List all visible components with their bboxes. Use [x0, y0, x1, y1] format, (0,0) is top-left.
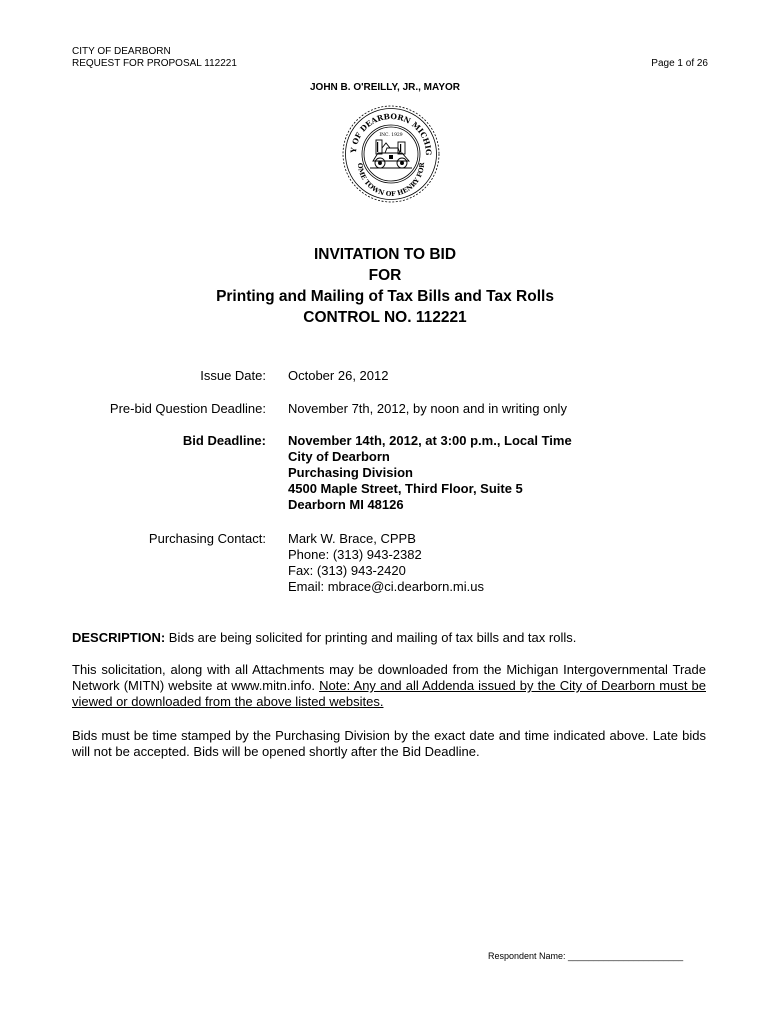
contact-line: Fax: (313) 943-2420 — [288, 563, 406, 578]
header-city: CITY OF DEARBORN — [72, 46, 171, 57]
purchasing-contact-value — [288, 531, 484, 595]
contact-line: Email: mbrace@ci.dearborn.mi.us — [288, 579, 484, 594]
addenda-note: Note: Any and all Addenda issued by the City of Dearborn must be viewed or downloaded from the above listed websites. — [72, 678, 706, 709]
svg-text:CITY OF DEARBORN MICHIGAN: Y OF DEARBORN MICHIG — [348, 111, 434, 156]
prebid-deadline-label: Pre-bid Question Deadline: — [109, 401, 266, 416]
bid-deadline-line: City of Dearborn — [288, 449, 390, 464]
bids-notice-paragraph: Bids must be time stamped by the Purchasing Division by the exact date and time indicated above. Late bids will not be accepted. Bids will be opened shortly after the Bid Deadline. — [72, 728, 706, 759]
description-paragraph — [72, 630, 706, 646]
respondent-name-field: Respondent Name: _______________________ — [488, 951, 684, 961]
page-header-left — [72, 46, 237, 70]
svg-text:INC. 1929: INC. 1929 — [379, 133, 403, 138]
bid-deadline-line: 4500 Maple Street, Third Floor, Suite 5 — [288, 481, 523, 496]
bid-deadline-value — [288, 433, 572, 513]
header-proposal: REQUEST FOR PROPOSAL 112221 — [72, 58, 237, 69]
description-text: Bids are being solicited for printing and mailing of tax bills and tax rolls. — [165, 630, 577, 645]
description-label: DESCRIPTION: — [72, 630, 166, 645]
bid-deadline-line: November 14th, 2012, at 3:00 p.m., Local Time — [288, 433, 572, 448]
issue-date-value: October 26, 2012 — [288, 368, 389, 383]
prebid-deadline-value: November 7th, 2012, by noon and in writing only — [288, 401, 567, 416]
title-block — [0, 244, 770, 328]
title-line-2: FOR — [368, 267, 402, 284]
bid-deadline-label: Bid Deadline: — [182, 433, 266, 448]
page-number: Page 1 of 26 — [651, 58, 708, 69]
title-line-4: CONTROL NO. 112221 — [303, 309, 467, 326]
bid-deadline-line: Dearborn MI 48126 — [288, 497, 404, 512]
issue-date-label: Issue Date: — [200, 368, 266, 383]
svg-text:HOME TOWN OF HENRY FORD: OME TOWN OF HENRY FOR — [355, 162, 427, 199]
mayor-line: JOHN B. O'REILLY, JR., MAYOR — [309, 82, 460, 93]
solicitation-paragraph — [72, 662, 706, 710]
contact-line: Phone: (313) 943-2382 — [288, 547, 422, 562]
purchasing-contact-label: Purchasing Contact: — [148, 531, 266, 546]
solicitation-text: This solicitation, along with all Attachments may be downloaded from the Michigan Intergovernmental Trade Network (MITN) website at www.mitn.info. — [72, 662, 706, 693]
title-line-3: Printing and Mailing of Tax Bills and Tax Rolls — [216, 288, 554, 305]
city-seal-icon — [340, 103, 442, 205]
bid-deadline-line: Purchasing Division — [288, 465, 413, 480]
title-line-1: INVITATION TO BID — [313, 246, 457, 263]
contact-line: Mark W. Brace, CPPB — [288, 531, 416, 546]
